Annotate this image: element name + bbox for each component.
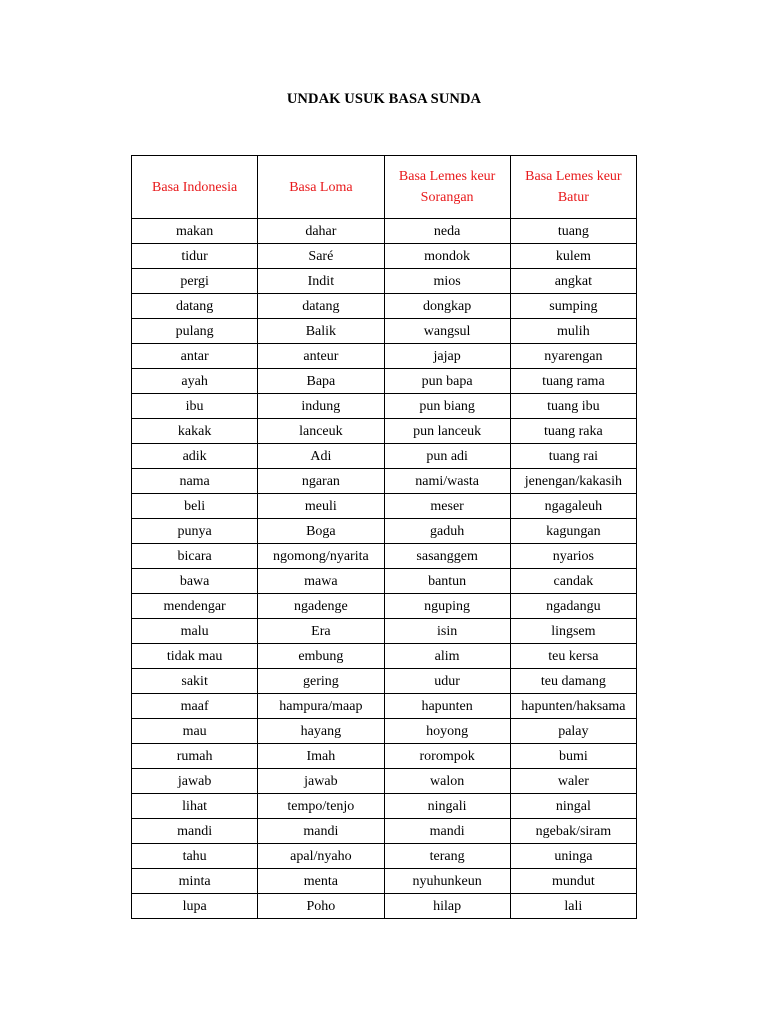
cell-basa-lemes-sorangan: neda bbox=[384, 219, 510, 244]
table-row bbox=[132, 269, 637, 294]
cell-basa-lemes-batur: bumi bbox=[510, 744, 636, 769]
cell-basa-loma: Bapa bbox=[258, 369, 384, 394]
cell-basa-lemes-batur: ningal bbox=[510, 794, 636, 819]
header-basa-lemes-batur: Basa Lemes keur Batur bbox=[510, 156, 636, 219]
cell-basa-loma: Indit bbox=[258, 269, 384, 294]
cell-basa-indonesia: ayah bbox=[132, 369, 258, 394]
cell-basa-lemes-batur: ngebak/siram bbox=[510, 819, 636, 844]
cell-basa-lemes-sorangan: dongkap bbox=[384, 294, 510, 319]
cell-basa-indonesia: beli bbox=[132, 494, 258, 519]
cell-basa-indonesia: rumah bbox=[132, 744, 258, 769]
cell-basa-lemes-sorangan: walon bbox=[384, 769, 510, 794]
table-row bbox=[132, 294, 637, 319]
cell-basa-indonesia: nama bbox=[132, 469, 258, 494]
cell-basa-indonesia: punya bbox=[132, 519, 258, 544]
cell-basa-lemes-batur: nyarengan bbox=[510, 344, 636, 369]
cell-basa-lemes-sorangan: jajap bbox=[384, 344, 510, 369]
cell-basa-loma: Balik bbox=[258, 319, 384, 344]
cell-basa-indonesia: ibu bbox=[132, 394, 258, 419]
table-row bbox=[132, 394, 637, 419]
cell-basa-lemes-sorangan: pun bapa bbox=[384, 369, 510, 394]
cell-basa-loma: Poho bbox=[258, 894, 384, 919]
cell-basa-indonesia: mendengar bbox=[132, 594, 258, 619]
table-row bbox=[132, 794, 637, 819]
cell-basa-lemes-sorangan: wangsul bbox=[384, 319, 510, 344]
cell-basa-loma: datang bbox=[258, 294, 384, 319]
table-row bbox=[132, 419, 637, 444]
cell-basa-indonesia: maaf bbox=[132, 694, 258, 719]
cell-basa-indonesia: adik bbox=[132, 444, 258, 469]
cell-basa-lemes-sorangan: mandi bbox=[384, 819, 510, 844]
cell-basa-lemes-batur: angkat bbox=[510, 269, 636, 294]
cell-basa-loma: Era bbox=[258, 619, 384, 644]
cell-basa-lemes-batur: hapunten/haksama bbox=[510, 694, 636, 719]
cell-basa-lemes-batur: mundut bbox=[510, 869, 636, 894]
table-row bbox=[132, 444, 637, 469]
cell-basa-indonesia: malu bbox=[132, 619, 258, 644]
cell-basa-lemes-sorangan: isin bbox=[384, 619, 510, 644]
cell-basa-loma: ngaran bbox=[258, 469, 384, 494]
table-row bbox=[132, 369, 637, 394]
table-row bbox=[132, 894, 637, 919]
cell-basa-loma: ngadenge bbox=[258, 594, 384, 619]
cell-basa-indonesia: bicara bbox=[132, 544, 258, 569]
cell-basa-lemes-batur: lali bbox=[510, 894, 636, 919]
cell-basa-lemes-batur: lingsem bbox=[510, 619, 636, 644]
cell-basa-loma: mandi bbox=[258, 819, 384, 844]
table-row bbox=[132, 494, 637, 519]
cell-basa-lemes-sorangan: hoyong bbox=[384, 719, 510, 744]
cell-basa-indonesia: tidak mau bbox=[132, 644, 258, 669]
cell-basa-lemes-batur: tuang rai bbox=[510, 444, 636, 469]
cell-basa-lemes-sorangan: nami/wasta bbox=[384, 469, 510, 494]
cell-basa-loma: tempo/tenjo bbox=[258, 794, 384, 819]
table-body bbox=[132, 219, 637, 919]
cell-basa-lemes-batur: ngadangu bbox=[510, 594, 636, 619]
cell-basa-lemes-batur: kagungan bbox=[510, 519, 636, 544]
cell-basa-lemes-sorangan: mios bbox=[384, 269, 510, 294]
table-row bbox=[132, 469, 637, 494]
cell-basa-lemes-batur: palay bbox=[510, 719, 636, 744]
cell-basa-loma: hayang bbox=[258, 719, 384, 744]
header-basa-lemes-sorangan: Basa Lemes keur Sorangan bbox=[384, 156, 510, 219]
cell-basa-indonesia: mandi bbox=[132, 819, 258, 844]
cell-basa-lemes-sorangan: rorompok bbox=[384, 744, 510, 769]
cell-basa-lemes-sorangan: sasanggem bbox=[384, 544, 510, 569]
cell-basa-loma: menta bbox=[258, 869, 384, 894]
cell-basa-lemes-sorangan: ningali bbox=[384, 794, 510, 819]
cell-basa-lemes-sorangan: hilap bbox=[384, 894, 510, 919]
cell-basa-indonesia: bawa bbox=[132, 569, 258, 594]
cell-basa-loma: Adi bbox=[258, 444, 384, 469]
cell-basa-lemes-batur: uninga bbox=[510, 844, 636, 869]
table-row bbox=[132, 744, 637, 769]
table-row bbox=[132, 844, 637, 869]
cell-basa-lemes-sorangan: nguping bbox=[384, 594, 510, 619]
cell-basa-indonesia: mau bbox=[132, 719, 258, 744]
table-row bbox=[132, 569, 637, 594]
cell-basa-lemes-sorangan: pun lanceuk bbox=[384, 419, 510, 444]
cell-basa-lemes-sorangan: hapunten bbox=[384, 694, 510, 719]
cell-basa-lemes-batur: tuang raka bbox=[510, 419, 636, 444]
table-row bbox=[132, 694, 637, 719]
cell-basa-loma: apal/nyaho bbox=[258, 844, 384, 869]
cell-basa-loma: Imah bbox=[258, 744, 384, 769]
header-basa-indonesia: Basa Indonesia bbox=[132, 156, 258, 219]
cell-basa-lemes-sorangan: bantun bbox=[384, 569, 510, 594]
cell-basa-indonesia: pulang bbox=[132, 319, 258, 344]
cell-basa-lemes-batur: sumping bbox=[510, 294, 636, 319]
cell-basa-indonesia: tidur bbox=[132, 244, 258, 269]
cell-basa-indonesia: sakit bbox=[132, 669, 258, 694]
cell-basa-indonesia: jawab bbox=[132, 769, 258, 794]
cell-basa-indonesia: lihat bbox=[132, 794, 258, 819]
cell-basa-lemes-batur: nyarios bbox=[510, 544, 636, 569]
cell-basa-lemes-batur: teu kersa bbox=[510, 644, 636, 669]
cell-basa-loma: indung bbox=[258, 394, 384, 419]
cell-basa-lemes-batur: ngagaleuh bbox=[510, 494, 636, 519]
cell-basa-lemes-batur: candak bbox=[510, 569, 636, 594]
cell-basa-indonesia: makan bbox=[132, 219, 258, 244]
table-row bbox=[132, 619, 637, 644]
table-row bbox=[132, 244, 637, 269]
cell-basa-lemes-batur: waler bbox=[510, 769, 636, 794]
header-basa-loma: Basa Loma bbox=[258, 156, 384, 219]
cell-basa-indonesia: antar bbox=[132, 344, 258, 369]
cell-basa-lemes-batur: tuang rama bbox=[510, 369, 636, 394]
cell-basa-lemes-sorangan: mondok bbox=[384, 244, 510, 269]
cell-basa-loma: jawab bbox=[258, 769, 384, 794]
cell-basa-lemes-batur: teu damang bbox=[510, 669, 636, 694]
cell-basa-lemes-sorangan: terang bbox=[384, 844, 510, 869]
vocabulary-table bbox=[131, 155, 637, 919]
table-row bbox=[132, 594, 637, 619]
cell-basa-lemes-batur: jenengan/kakasih bbox=[510, 469, 636, 494]
cell-basa-lemes-sorangan: pun biang bbox=[384, 394, 510, 419]
cell-basa-indonesia: lupa bbox=[132, 894, 258, 919]
cell-basa-indonesia: pergi bbox=[132, 269, 258, 294]
table-row bbox=[132, 544, 637, 569]
table-row bbox=[132, 869, 637, 894]
cell-basa-loma: dahar bbox=[258, 219, 384, 244]
cell-basa-indonesia: kakak bbox=[132, 419, 258, 444]
table-header-row bbox=[132, 156, 637, 219]
cell-basa-indonesia: datang bbox=[132, 294, 258, 319]
table-row bbox=[132, 819, 637, 844]
cell-basa-lemes-batur: kulem bbox=[510, 244, 636, 269]
table-row bbox=[132, 669, 637, 694]
table-row bbox=[132, 769, 637, 794]
table-row bbox=[132, 344, 637, 369]
cell-basa-loma: mawa bbox=[258, 569, 384, 594]
table-row bbox=[132, 319, 637, 344]
cell-basa-indonesia: tahu bbox=[132, 844, 258, 869]
cell-basa-lemes-batur: tuang bbox=[510, 219, 636, 244]
cell-basa-loma: gering bbox=[258, 669, 384, 694]
cell-basa-lemes-batur: mulih bbox=[510, 319, 636, 344]
cell-basa-lemes-sorangan: meser bbox=[384, 494, 510, 519]
table-row bbox=[132, 719, 637, 744]
table-row bbox=[132, 644, 637, 669]
cell-basa-lemes-sorangan: gaduh bbox=[384, 519, 510, 544]
cell-basa-lemes-sorangan: pun adi bbox=[384, 444, 510, 469]
cell-basa-loma: Boga bbox=[258, 519, 384, 544]
cell-basa-loma: lanceuk bbox=[258, 419, 384, 444]
table-row bbox=[132, 219, 637, 244]
table-row bbox=[132, 519, 637, 544]
cell-basa-lemes-sorangan: udur bbox=[384, 669, 510, 694]
cell-basa-loma: meuli bbox=[258, 494, 384, 519]
cell-basa-loma: ngomong/nyarita bbox=[258, 544, 384, 569]
cell-basa-loma: hampura/maap bbox=[258, 694, 384, 719]
cell-basa-indonesia: minta bbox=[132, 869, 258, 894]
cell-basa-lemes-batur: tuang ibu bbox=[510, 394, 636, 419]
cell-basa-loma: anteur bbox=[258, 344, 384, 369]
cell-basa-loma: embung bbox=[258, 644, 384, 669]
document-title: UNDAK USUK BASA SUNDA bbox=[286, 91, 482, 107]
cell-basa-lemes-sorangan: alim bbox=[384, 644, 510, 669]
cell-basa-lemes-sorangan: nyuhunkeun bbox=[384, 869, 510, 894]
cell-basa-loma: Saré bbox=[258, 244, 384, 269]
